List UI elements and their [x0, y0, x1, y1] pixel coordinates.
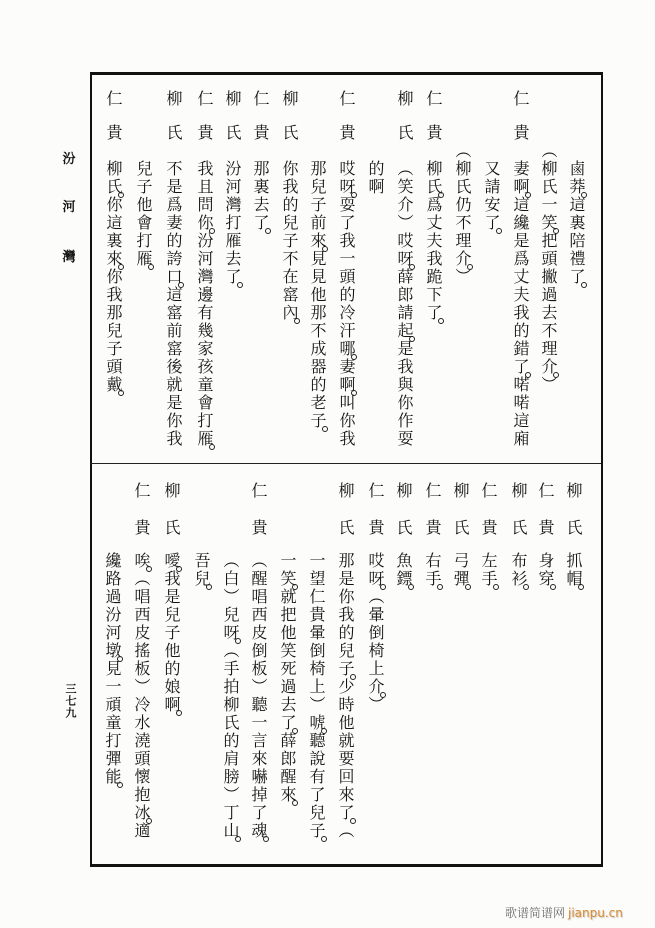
dialogue-line: 哎呀耍了我一頭的冷汗哪妻啊叫你我	[337, 160, 356, 448]
dialogue-line: 抓帽	[564, 552, 583, 588]
period-mark	[148, 264, 154, 270]
period-mark	[176, 710, 182, 716]
speaker-label: 仁貴	[511, 90, 530, 158]
period-mark	[117, 656, 123, 662]
speaker-label: 仁貴	[104, 90, 123, 158]
speaker-label: 柳氏	[564, 482, 583, 556]
dialogue-line: 左手	[479, 552, 498, 588]
period-mark	[467, 264, 473, 270]
period-mark	[292, 800, 298, 806]
speaker-label: 柳氏	[451, 482, 470, 556]
period-mark	[493, 584, 499, 590]
dialogue-line: 吾兒	[192, 552, 211, 588]
speaker-label: 仁貴	[479, 482, 498, 556]
watermark-url: jianpu.cn	[568, 906, 623, 920]
speaker-label: 柳氏	[336, 482, 355, 556]
speaker-label: 仁貴	[337, 90, 356, 158]
period-mark	[263, 836, 269, 842]
period-mark	[553, 372, 559, 378]
period-mark	[206, 584, 212, 590]
dialogue-line: 噯我是兒子他的娘啊	[162, 552, 181, 714]
dialogue-line: 魚鏢	[394, 552, 413, 588]
period-mark	[438, 192, 444, 198]
dialogue-line: 不是爲妻的誇口這窰前窰後就是你我	[164, 160, 183, 448]
speaker-label: 柳氏	[162, 482, 181, 556]
period-mark	[525, 192, 531, 198]
period-mark	[209, 444, 215, 450]
dialogue-line: 的啊	[366, 160, 385, 196]
period-mark	[438, 318, 444, 324]
dialogue-line: 鹵莽這裏陪禮了	[567, 160, 586, 286]
dialogue-line: （笑介）哎呀薛郎請起是我與你作耍	[395, 160, 414, 448]
dialogue-line: 一望仁貴暈倒椅上）唬聽說有了兒子	[307, 552, 326, 840]
dialogue-line: 纔路過汾河墩見一頑童打彈能	[103, 552, 122, 786]
dialogue-line: 那裏去了	[251, 160, 270, 232]
dialogue-line: 柳氏爲丈夫我跪下了	[424, 160, 443, 322]
period-mark	[525, 372, 531, 378]
speaker-label: 柳氏	[394, 482, 413, 556]
stage-direction: （柳氏一笑把頭撇過去不理介）	[539, 142, 558, 394]
speaker-label: 柳氏	[280, 90, 299, 158]
period-mark	[496, 228, 502, 234]
period-mark	[235, 638, 241, 644]
dialogue-line: 一笑就把他笑死過去了薛郎醒來	[278, 552, 297, 804]
dialogue-line: 唉（唱西皮搖板）冷水澆頭懷抱冰適	[132, 552, 151, 840]
period-mark	[176, 566, 182, 572]
dialogue-line: 又請安了	[482, 160, 501, 232]
dialogue-line: 身穿	[536, 552, 555, 588]
dialogue-line: 妻啊這纔是爲丈夫我的錯了喏喏這廂	[511, 160, 530, 448]
period-mark	[350, 674, 356, 680]
period-mark	[409, 264, 415, 270]
period-mark	[321, 728, 327, 734]
watermark	[505, 904, 623, 921]
dialogue-line: 哎呀（暈倒椅上介）	[366, 552, 385, 714]
dialogue-line: （白）兒呀（手拍柳氏的肩膀）丁山	[221, 552, 240, 840]
speaker-label: 仁貴	[251, 90, 270, 158]
stage-direction: （柳氏仍不理介）	[453, 142, 472, 286]
period-mark	[351, 354, 357, 360]
speaker-label: 仁貴	[423, 482, 442, 556]
speaker-label: 柳氏	[395, 90, 414, 158]
period-mark	[117, 782, 123, 788]
speaker-label: 仁貴	[536, 482, 555, 556]
period-mark	[322, 246, 328, 252]
margin-title-char: 河	[62, 200, 76, 215]
period-mark	[409, 336, 415, 342]
dialogue-line: （醒唱西皮倒板）聽一言來嚇掉了魂	[249, 552, 268, 840]
dialogue-line: 右手	[423, 552, 442, 588]
period-mark	[351, 192, 357, 198]
period-mark	[235, 836, 241, 842]
period-mark	[178, 282, 184, 288]
period-mark	[118, 264, 124, 270]
period-mark	[321, 836, 327, 842]
dialogue-line: 那兒子前來見見他那不成器的老子	[308, 160, 327, 430]
period-mark	[350, 818, 356, 824]
period-mark	[265, 228, 271, 234]
period-mark	[292, 728, 298, 734]
period-mark	[437, 584, 443, 590]
margin-title-char: 灣	[62, 250, 76, 265]
period-mark	[294, 318, 300, 324]
period-mark	[523, 584, 529, 590]
period-mark	[408, 584, 414, 590]
speaker-label: 仁貴	[132, 482, 151, 556]
period-mark	[581, 282, 587, 288]
speaker-label: 仁貴	[366, 482, 385, 556]
dialogue-line: 那是你我的兒子少時他就要回來了（	[336, 552, 355, 840]
speaker-label: 柳氏	[164, 90, 183, 158]
speaker-label: 仁貴	[424, 90, 443, 158]
speaker-label: 柳氏	[509, 482, 528, 556]
period-mark	[209, 228, 215, 234]
period-mark	[581, 192, 587, 198]
dialogue-line: 布衫	[509, 552, 528, 588]
period-mark	[146, 818, 152, 824]
speaker-label: 仁貴	[249, 482, 268, 556]
margin-title-char: 汾	[62, 152, 76, 167]
watermark-site-name: 歌谱简谱网	[505, 906, 566, 920]
page-number: 三七九	[64, 683, 77, 719]
period-mark	[118, 192, 124, 198]
period-mark	[578, 584, 584, 590]
period-mark	[465, 584, 471, 590]
speaker-label: 仁貴	[195, 90, 214, 158]
period-mark	[292, 584, 298, 590]
period-mark	[322, 426, 328, 432]
speaker-label: 柳氏	[223, 90, 242, 158]
dialogue-line: 兒子他會打雁	[134, 160, 153, 268]
period-mark	[553, 228, 559, 234]
dialogue-line: 柳氏你這裏來你我那兒子頭戴	[104, 160, 123, 394]
period-mark	[351, 390, 357, 396]
dialogue-line: 汾河灣打雁去了	[223, 160, 242, 286]
period-mark	[237, 282, 243, 288]
section-divider	[90, 463, 601, 464]
period-mark	[380, 692, 386, 698]
period-mark	[118, 390, 124, 396]
period-mark	[380, 584, 386, 590]
dialogue-line: 我且問你汾河灣邊有幾家孩童會打雁	[195, 160, 214, 448]
dialogue-line: 你我的兒子不在窰內	[280, 160, 299, 322]
dialogue-line: 弓彈	[451, 552, 470, 588]
period-mark	[146, 566, 152, 572]
period-mark	[550, 584, 556, 590]
